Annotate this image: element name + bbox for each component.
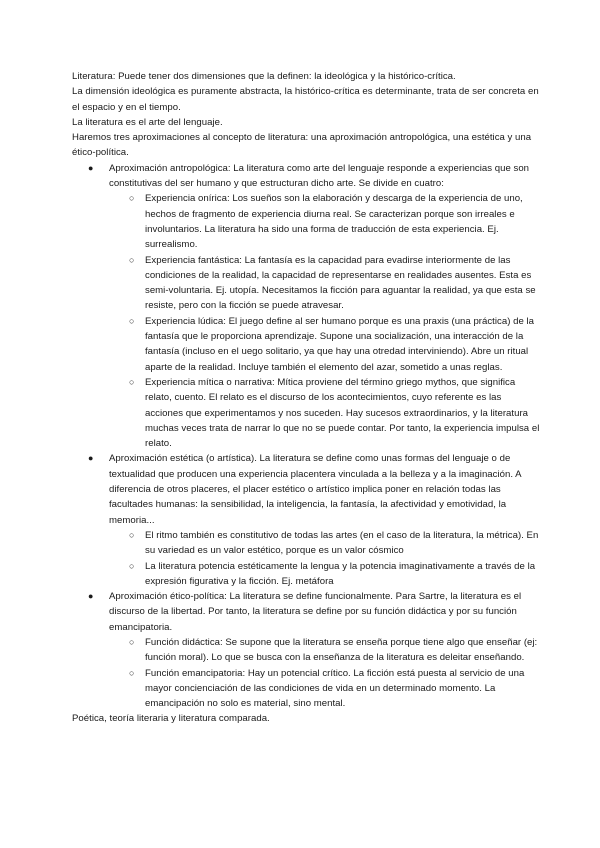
filled-bullet-icon: ●	[88, 453, 94, 464]
approach-text: Aproximación estética (o artística). La literatura se define como unas formas del lenguaje o de textualidad que producen una experiencia placentera vinculada a la belleza y a la imaginación. A diferencia de otros placeres, el placer estético o artístico implica poner en relación todas las facultades humanas: la sensibilidad, la inteligencia, la fantasía, la afectividad y emotividad, la memoria...	[109, 453, 522, 526]
sub-item-text: Función didáctica: Se supone que la literatura se enseña porque tiene algo que enseñar (ej: función moral). Lo que se busca con la enseñanza de la literatura es deleitar enseñando.	[145, 636, 538, 664]
sub-item-text: Experiencia fantástica: La fantasía es la capacidad para evadirse interiormente de las condiciones de la realidad, la capacidad de representarse en realidades ausentes. Esta es semi-voluntaria. Ej. utopía. Necesitamos la ficción para aguantar la realidad, ya que esta se resiste, pero con la ficción se puede atravesar.	[145, 254, 536, 312]
sub-item-oniric	[109, 191, 542, 252]
intro-line-2: La dimensión ideológica es puramente abstracta, la histórico-crítica es determinante, trata de ser concreta en el espacio y en el tiempo.	[72, 86, 539, 113]
hollow-bullet-icon: ○	[129, 636, 135, 647]
filled-bullet-icon: ●	[88, 591, 94, 602]
sub-item-text: Experiencia mítica o narrativa: Mítica proviene del término griego mythos, que significa relato, cuento. El relato es el discurso de los acontecimientos, cuyo referente es las acciones que experimentamos y nos suceden. Hay sucesos extraordinarios, y la literatura muchas veces trata de narrar lo que no se puede contar. Por tanto, la experiencia impulsa el relato.	[145, 376, 540, 450]
hollow-bullet-icon: ○	[129, 254, 135, 265]
sub-item-text: El ritmo también es constitutivo de todas las artes (en el caso de la literatura, la métrica). En su variedad es un valor estético, porque es un valor cósmico	[145, 529, 539, 557]
hollow-bullet-icon: ○	[129, 529, 135, 540]
sub-item-emancipatory	[109, 666, 542, 712]
sub-list	[109, 528, 542, 589]
sub-item-language	[109, 559, 542, 590]
approach-ethical-political	[72, 589, 542, 711]
sub-item-fantastic	[109, 253, 542, 314]
approach-text: Aproximación ético-política: La literatura se define funcionalmente. Para Sartre, la literatura es el discurso de la libertad. Por tanto, la literatura se define por su función didáctica y por su función emancipatoria.	[109, 591, 522, 633]
sub-item-text: La literatura potencia estéticamente la lengua y la potencia imaginativamente a través de la expresión figurativa y la ficción. Ej. metáfora	[145, 560, 536, 587]
approach-text: Aproximación antropológica: La literatura como arte del lenguaje responde a experiencias que son constitutivas del ser humano y que estructuran dicho arte. Se divide en cuatro:	[109, 162, 530, 190]
sub-item-mythic	[109, 375, 542, 451]
intro-line-3: La literatura es el arte del lenguaje.	[72, 116, 223, 128]
approach-anthropological	[72, 161, 542, 452]
filled-bullet-icon: ●	[88, 162, 94, 173]
sub-item-didactic	[109, 635, 542, 666]
sub-list	[109, 191, 542, 451]
hollow-bullet-icon: ○	[129, 667, 135, 678]
closing-line: Poética, teoría literaria y literatura comparada.	[72, 713, 270, 725]
sub-item-text: Experiencia lúdica: El juego define al ser humano porque es una praxis (una práctica) de la fantasía que le proporciona aprendizaje. Supone una socialización, una interacción de la fantasía (incluso en el uego solitario, ya que hay una otredad interviniendo). Abre un ritual aparte de la realidad. Incluye también el elemento del azar, sometido a unas reglas.	[145, 315, 534, 373]
hollow-bullet-icon: ○	[129, 193, 135, 204]
hollow-bullet-icon: ○	[129, 315, 135, 326]
approaches-list	[72, 161, 542, 712]
sub-item-text: Función emancipatoria: Hay un potencial crítico. La ficción está puesta al servicio de una mayor concienciación de las condiciones de vida en un determinado momento. La emancipación no solo es material, sino mental.	[145, 667, 525, 710]
document-body	[72, 69, 542, 727]
sub-item-text: Experiencia onírica: Los sueños son la elaboración y descarga de la experiencia de uno, hechos de fragmento de experiencia diurna real. Se caracterizan porque son irreales e involuntarios. La literatura ha sido una forma de traducción de esta experiencia. Ej. surrealismo.	[145, 193, 523, 251]
intro-line-1: Literatura: Puede tener dos dimensiones que la definen: la ideológica y la histórico-crítica.	[72, 71, 456, 82]
hollow-bullet-icon: ○	[129, 560, 135, 571]
hollow-bullet-icon: ○	[129, 376, 135, 387]
sub-item-rhythm	[109, 528, 542, 559]
approach-aesthetic	[72, 451, 542, 589]
intro-line-4: Haremos tres aproximaciones al concepto de literatura: una aproximación antropológica, una estética y una ético-política.	[72, 132, 532, 159]
sub-item-ludic	[109, 314, 542, 375]
sub-list	[109, 635, 542, 711]
